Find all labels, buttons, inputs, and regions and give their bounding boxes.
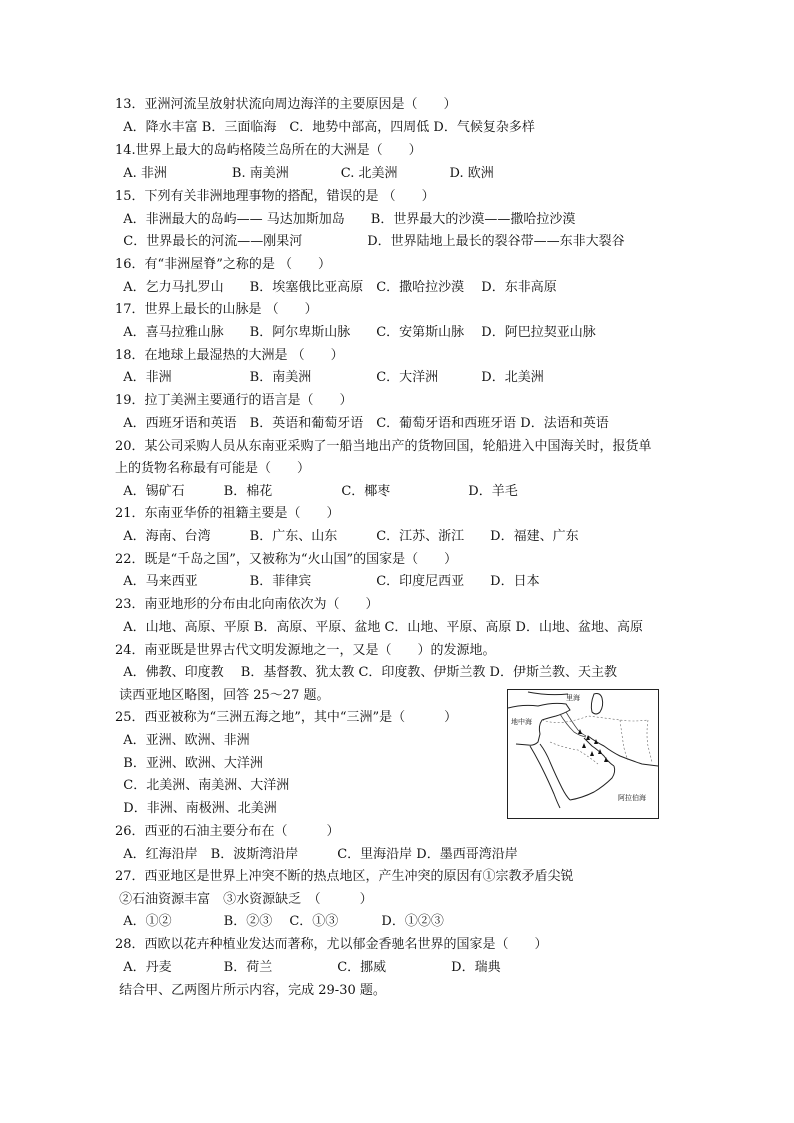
text-line: ②石油资源丰富 ③水资源缺乏 （ ） <box>115 892 373 907</box>
caspian-sea <box>591 694 602 715</box>
text-line: B．亚洲、欧洲、大洋洲 <box>115 756 263 771</box>
text-line: A．①② B．②③ C．①③ D．①②③ <box>115 914 444 929</box>
text-line: A．丹麦 B．荷兰 C．挪威 D．瑞典 <box>115 960 501 975</box>
text-line: 27．西亚地区是世界上冲突不断的热点地区，产生冲突的原因有①宗教矛盾尖锐 <box>115 869 574 884</box>
text-line: A．西班牙语和英语 B．英语和葡萄牙语 C．葡萄牙语和西班牙语 D．法语和英语 <box>115 416 609 431</box>
oil-marker <box>594 739 598 744</box>
text-line: A．海南、台湾 B．广东、山东 C．江苏、浙江 D．福建、广东 <box>115 529 579 544</box>
oil-marker <box>582 743 586 748</box>
text-line: 14.世界上最大的岛屿格陵兰岛所在的大洲是（ ） <box>115 143 422 158</box>
map-label-mediterranean: 地中海 <box>511 718 532 726</box>
text-line: 13．亚洲河流呈放射状流向周边海洋的主要原因是（ ） <box>115 97 457 112</box>
border <box>647 720 652 762</box>
map-label-caspian: 里海 <box>566 694 580 702</box>
text-line: 16．有“非洲屋脊”之称的是 （ ） <box>115 257 331 272</box>
text-line: A．喜马拉雅山脉 B．阿尔卑斯山脉 C．安第斯山脉 D．阿巴拉契亚山脉 <box>115 325 596 340</box>
text-line: A．非洲 B．南美洲 C．大洋洲 D．北美洲 <box>115 370 544 385</box>
text-line: A．锡矿石 B．棉花 C．椰枣 D．羊毛 <box>115 484 518 499</box>
text-line: D．非洲、南极洲、北美洲 <box>115 801 277 816</box>
text-line: A. 非洲 B. 南美洲 C. 北美洲 D. 欧洲 <box>115 166 494 181</box>
text-line: 18．在地球上最湿热的大洲是 （ ） <box>115 348 344 363</box>
text-line: A．马来西亚 B．菲律宾 C．印度尼西亚 D．日本 <box>115 574 540 589</box>
text-line: 21．东南亚华侨的祖籍主要是（ ） <box>115 506 340 521</box>
map-label-arabian-sea: 阿拉伯海 <box>618 794 646 802</box>
text-line: A．非洲最大的岛屿—— 马达加斯加岛 B．世界最大的沙漠——撒哈拉沙漠 <box>115 212 576 227</box>
text-line: C．北美洲、南美洲、大洋洲 <box>115 778 290 793</box>
text-line: 15．下列有关非洲地理事物的搭配，错误的是 （ ） <box>115 189 435 204</box>
border <box>620 720 628 760</box>
coastline <box>528 692 568 695</box>
text-line: 22．既是“千岛之国”，又被称为“火山国”的国家是（ ） <box>115 552 458 567</box>
oil-marker <box>590 751 594 756</box>
text-line: 上的货物名称最有可能是（ ） <box>115 461 311 476</box>
oil-marker <box>578 729 582 734</box>
text-line: A．降水丰富 B．三面临海 C．地势中部高，四周低 D．气候复杂多样 <box>115 120 535 135</box>
text-line: 17．世界上最长的山脉是 （ ） <box>115 302 318 317</box>
text-line: 26．西亚的石油主要分布在（ ） <box>115 824 340 839</box>
west-asia-map <box>507 689 659 819</box>
text-line: 23．南亚地形的分布由北向南依次为（ ） <box>115 597 379 612</box>
text-line: 28．西欧以花卉种植业发达而著称，尤以郁金香驰名世界的国家是（ ） <box>115 937 548 952</box>
text-line: 20．某公司采购人员从东南亚采购了一船当地出产的货物回国，轮船进入中国海关时，报货单 <box>115 439 652 454</box>
text-line: 19．拉丁美洲主要通行的语言是（ ） <box>115 393 353 408</box>
text-line: A．山地、高原、平原 B．高原、平原、盆地 C．山地、平原、高原 D．山地、盆地、高原 <box>115 620 643 635</box>
river <box>566 712 586 736</box>
text-line: 读西亚地区略图，回答 25～27 题。 <box>115 688 330 703</box>
coastline <box>530 746 560 808</box>
text-line: A．亚洲、欧洲、非洲 <box>115 733 250 748</box>
text-line: A．佛教、印度教 B．基督教、犹太教 C．印度教、伊斯兰教 D．伊斯兰教、天主教 <box>115 665 617 680</box>
oil-marker <box>604 757 608 762</box>
text-line: 24．南亚既是世界古代文明发源地之一，又是（ ）的发源地。 <box>115 643 496 658</box>
border <box>542 716 648 723</box>
text-line: A．乞力马扎罗山 B．埃塞俄比亚高原 C．撒哈拉沙漠 D．东非高原 <box>115 280 557 295</box>
text-line: 结合甲、乙两图片所示内容，完成 29-30 题。 <box>115 983 386 998</box>
coastline <box>570 766 615 800</box>
text-line: C．世界最长的河流——刚果河 D．世界陆地上最长的裂谷带——东非大裂谷 <box>115 234 625 249</box>
text-line: 25．西亚被称为“三洲五海之地”，其中“三洲”是（ ） <box>115 710 458 725</box>
text-line: A．红海沿岸 B．波斯湾沿岸 C．里海沿岸 D．墨西哥湾沿岸 <box>115 847 518 862</box>
